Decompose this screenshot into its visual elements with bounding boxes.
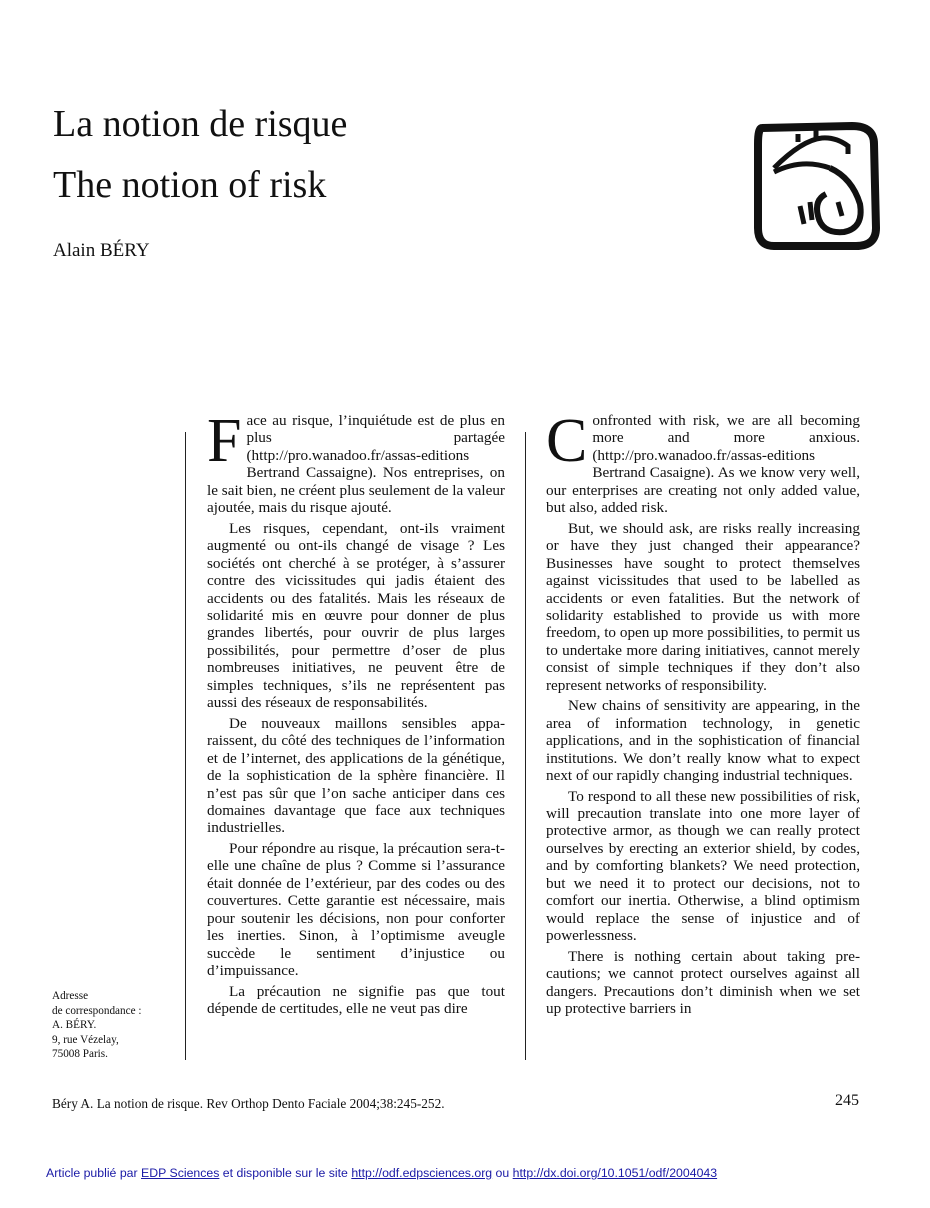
title-english: The notion of risk: [53, 164, 327, 206]
author-name: Alain BÉRY: [53, 240, 150, 261]
paragraph-text: ace au risque, l’inquiétude est de plus en plus partagée (http://pro.wanadoo.fr/assas-editions Bertrand Cassaigne). Nos entreprises, on le sait bien, ne créent plus seulement de la valeur ajoutée, mais du risque ajouté.: [207, 412, 505, 517]
french-paragraph-3: De nouveaux maillons sensibles apparaissent, du côté des techniques de l’information et de l’internet, des applications de la génétique, de la sophistication de la sphère financière. Il n’est pas sûr que l’on sache anticiper dans ces domaines davantage que face aux techniques industrielles.: [207, 714, 505, 837]
column-rule-middle: [525, 432, 526, 1060]
address-line: 75008 Paris.: [52, 1048, 108, 1061]
doi-link[interactable]: http://dx.doi.org/10.1051/odf/2004043: [512, 1166, 718, 1180]
publisher-footer: [46, 1166, 717, 1180]
footer-middle-text: et disponible sur le site: [219, 1166, 352, 1180]
english-text-column: [546, 412, 860, 1062]
umbrella-head-logo-icon: [752, 120, 880, 252]
french-paragraph-2: Les risques, cependant, ont-ils vraiment augmenté ou ont-ils changé de visage ? Les sociétés ont cherché à se protéger, à s’assurer contre des vicissitudes qui jadis étaient des accidents ou des fatalités. Mais les réseaux de solidarité mis en œuvre pour donner de plus grandes libertés, pour ouvrir de plus larges possibilités, pour permettre d’oser de plus nombreuses initiatives, ne peuvent être de simples techniques, s’ils ne représentent pas aussi des réseaux de responsabilités.: [207, 519, 505, 712]
french-paragraph-4: Pour répondre au risque, la précaution sera-t-elle une chaîne de plus ? Comme si l’assurance était donnée de l’extérieur, par des codes ou des couvertures. Cette garantie est nécessaire, mais pour soutenir les décisions, non pour conforter les inerties. Sinon, à l’optimisme aveugle succède le sentiment d’injustice ou d’impuissance.: [207, 839, 505, 980]
column-rule-left: [185, 432, 186, 1060]
paragraph-text: C: [546, 412, 588, 475]
english-paragraph-2: But, we should ask, are risks really increasing or have they just changed their appearance? Businesses have sought to protect themselves against vicissitudes that used to be labelled as accidents or even fatalities. But the network of solidarity established to provide us with more freedom, to open up more possibilities, to permit us to undertake more daring initiatives, cannot merely consist of simple techniques if they don’t also represent networks of responsibility.: [546, 519, 860, 694]
site-link[interactable]: http://odf.edpsciences.org: [351, 1166, 493, 1180]
address-line: de correspondance :: [52, 1004, 142, 1017]
french-paragraph-5: La précaution ne signifie pas que tout dépende de certitudes, elle ne veut pas dire: [207, 982, 505, 1017]
page-number: 245: [835, 1092, 859, 1109]
english-paragraph-4: To respond to all these new possibilities of risk, will precaution translate into one more layer of protective armor, as though we can really protect ourselves by erecting an exterior shield, by codes, and by comforting blankets? We need protection, but we need it to protect our decisions, not to comfort our inertia. Otherwise, a blind optimism would replace the sense of injustice and of powerlessness.: [546, 787, 860, 945]
footer-or-text: ou: [492, 1166, 513, 1180]
address-line: Adresse: [52, 990, 89, 1002]
paragraph-text: onfronted with risk, we are all becoming more and more anxious. (http://pro.wanadoo.fr/assas-editions Bertrand Casaigne). As we know very well, our enterprises are creating not only added value, but also, added risk.: [546, 412, 860, 517]
correspondence-address: [52, 989, 177, 1062]
address-line: 9, rue Vézelay,: [52, 1033, 119, 1046]
french-text-column: [207, 412, 505, 1062]
address-line: A. BÉRY.: [52, 1019, 97, 1032]
title-french: La notion de risque: [53, 103, 348, 145]
english-paragraph-5: There is nothing certain about taking precautions; we cannot protect ourselves against all dangers. Precautions don’t diminish when we set up protective barriers in: [546, 947, 860, 1017]
french-paragraph-1: [207, 412, 505, 517]
english-paragraph-3: New chains of sensitivity are appearing, in the area of information technology, in genetic applications, and in the sophistication of financial institutions. We don’t really know what to expect next of our rapidly changing industrial techniques.: [546, 697, 860, 785]
citation-reference: Béry A. La notion de risque. Rev Orthop Dento Faciale 2004;38:245-252.: [52, 1096, 445, 1111]
english-paragraph-1: [546, 412, 860, 517]
edp-sciences-link[interactable]: EDP Sciences: [141, 1166, 220, 1180]
paragraph-text: F: [207, 412, 242, 475]
footer-prefix-text: Article publié par: [46, 1166, 142, 1180]
